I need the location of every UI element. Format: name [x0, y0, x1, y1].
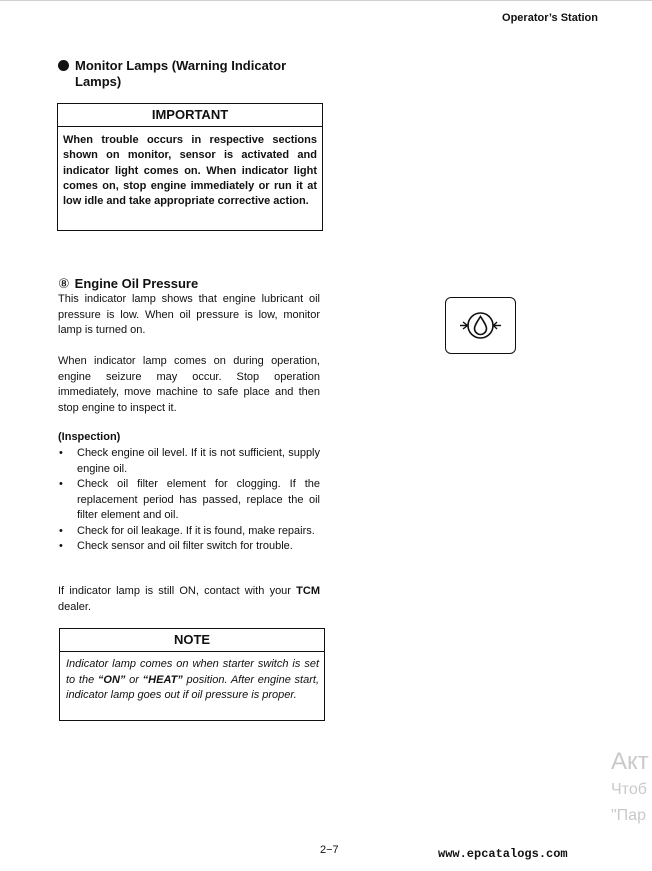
oil-drop-icon	[446, 298, 515, 353]
brand-name: TCM	[296, 585, 320, 597]
warning-paragraph: When indicator lamp comes on during operation, engine seizure may occur. Stop operation immediately, move machine to safe place and then stop engine to inspect it.	[58, 355, 320, 414]
item-title-text: Engine Oil Pressure	[74, 276, 199, 291]
list-item: • Check sensor and oil filter switch for trouble.	[58, 539, 320, 555]
list-item: • Check oil filter element for clogging. If the replacement period has passed, replace the oil filter element and oil.	[58, 477, 320, 524]
inspection-list	[58, 446, 320, 555]
inspection-heading: (Inspection)	[58, 431, 121, 443]
list-item: • Check engine oil level. If it is not sufficient, supply engine oil.	[58, 446, 320, 477]
page-number: 2−7	[320, 844, 339, 856]
engine-oil-pressure-title	[58, 276, 198, 292]
note-text: Indicator lamp comes on when starter switch is set to the “ON” or “HEAT” position. After engine start, indicator lamp goes out if oil pressure is proper.	[66, 658, 319, 701]
important-heading: IMPORTANT	[58, 104, 322, 127]
description-paragraph: This indicator lamp shows that engine lubricant oil pressure is low. When oil pressure is low, monitor lamp is turned on.	[58, 293, 320, 336]
important-box	[57, 103, 323, 231]
item-number: ⑧	[58, 276, 70, 291]
note-box	[59, 628, 325, 721]
section-header: Operator’s Station	[502, 12, 598, 24]
site-url: www.epcatalogs.com	[438, 847, 568, 861]
watermark-line: Акт	[611, 748, 649, 775]
top-rule	[0, 0, 652, 1]
note-heading: NOTE	[60, 629, 324, 652]
important-text: When trouble occurs in respective sections shown on monitor, sensor is activated and indicator light comes on. When indicator light comes on, stop engine immediately or run it at low idle and take appropriate corrective action.	[63, 134, 317, 208]
dealer-paragraph: If indicator lamp is still ON, contact with your TCM dealer.	[58, 585, 320, 613]
monitor-lamps-title: Monitor Lamps (Warning Indicator Lamps)	[58, 58, 308, 90]
watermark-line: "Пар	[611, 807, 646, 824]
watermark-line: Чтоб	[611, 781, 647, 798]
engine-oil-pressure-icon	[445, 297, 516, 354]
list-item: • Check for oil leakage. If it is found, make repairs.	[58, 524, 320, 540]
bullet-icon	[58, 60, 69, 71]
